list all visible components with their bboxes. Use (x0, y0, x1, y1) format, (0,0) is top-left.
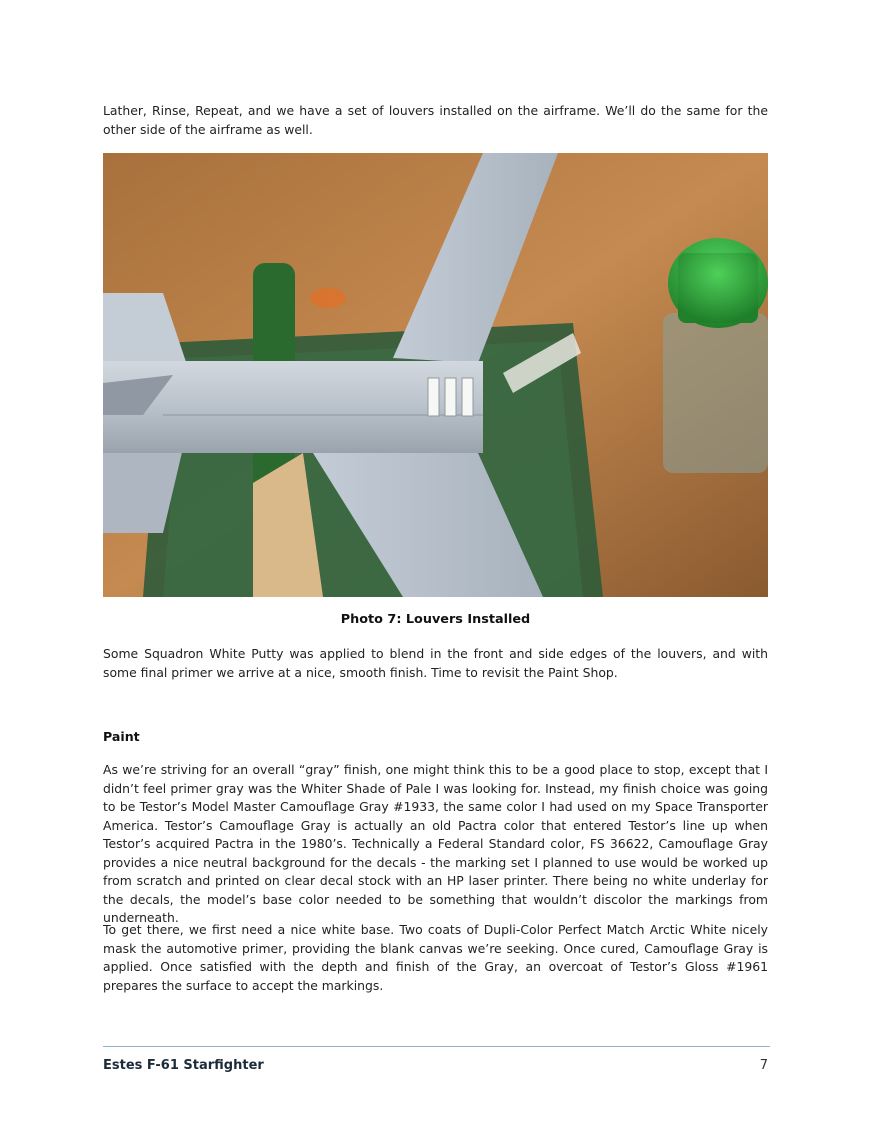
footer-divider (103, 1046, 770, 1047)
paint-paragraph-2: To get there, we first need a nice white base. Two coats of Dupli-Color Perfect Match Arctic White nicely mask the automotive primer, providing the blank canvas we’re seeking. Once cured, Camouflage Gray is applied. Once satisfied with the depth and finish of the Gray, an overcoat of Testor’s Gloss #1961 prepares the surface to accept the markings. (103, 922, 768, 993)
louvers-photo (103, 153, 768, 597)
intro-paragraph: Lather, Rinse, Repeat, and we have a set of louvers installed on the airframe. We’ll do the same for the other side of the airframe as well. (103, 103, 768, 137)
putty-paragraph: Some Squadron White Putty was applied to blend in the front and side edges of the louvers, and with some final primer we arrive at a nice, smooth finish. Time to revisit the Paint Shop. (103, 646, 768, 680)
paint-paragraph-1: As we’re striving for an overall “gray” finish, one might think this to be a good place to stop, except that I didn’t feel primer gray was the Whiter Shade of Pale I was looking for. Instead, my finish choice was going to be Testor’s Model Master Camouflage Gray #1933, the same color I had used on my Space Transporter America. Testor’s Camouflage Gray is actually an old Pactra color that entered Testor’s line up when Testor’s acquired Pactra in the 1980’s. Technically a Federal Standard color, FS 36622, Camouflage Gray provides a nice neutral background for the decals - the marking set I planned to use would be worked up from scratch and printed on clear decal stock with an HP laser printer. There being no white underlay for the decals, the model’s base color needed to be something that wouldn’t discolor the markings from underneath. (103, 762, 768, 925)
footer-title: Estes F-61 Starfighter (103, 1058, 264, 1073)
page-number: 7 (759, 1058, 768, 1073)
section-heading-paint: Paint (103, 729, 140, 744)
photo-caption: Photo 7: Louvers Installed (340, 612, 531, 627)
